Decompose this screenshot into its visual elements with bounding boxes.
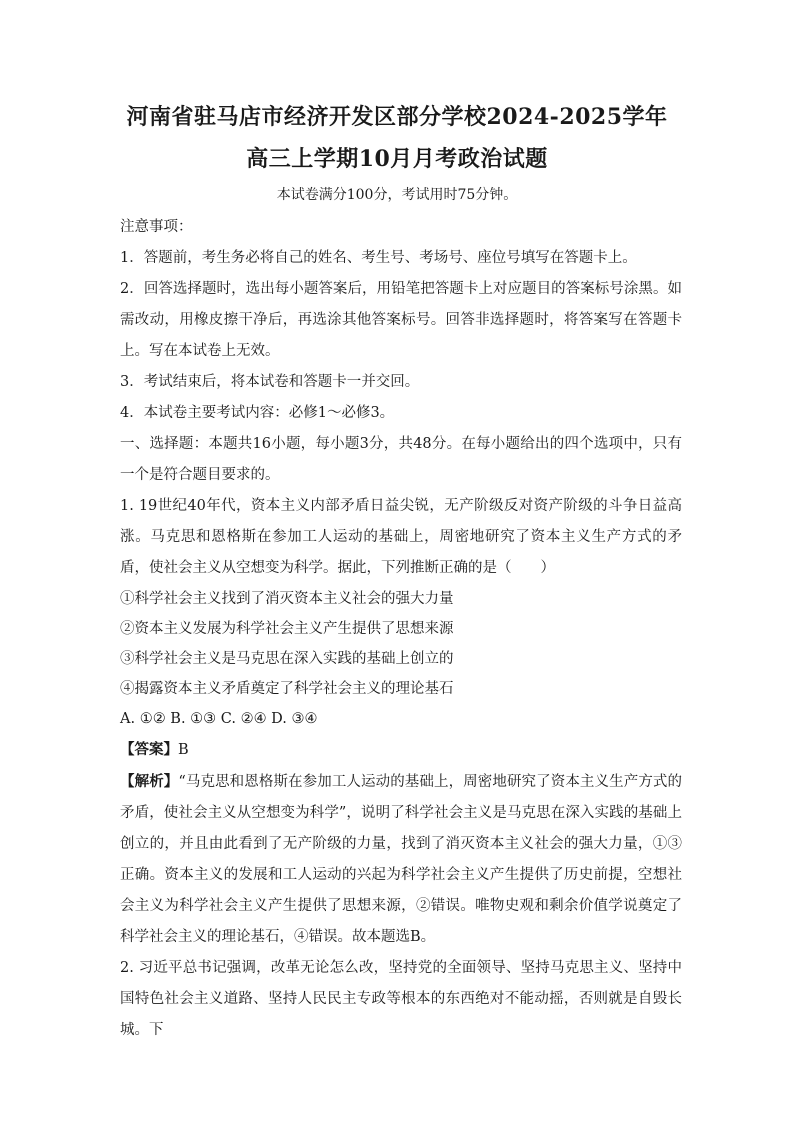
question-1-analysis	[120, 766, 682, 953]
answer-label: 【答案】	[120, 741, 178, 758]
analysis-text: “马克思和恩格斯在参加工人运动的基础上，周密地研究了资本主义生产方式的矛盾，使社会主义从空想变为科学”，说明了科学社会主义是马克思在深入实践的基础上创立的，并且由此看到了无产阶级的力量，找到了消灭资本主义社会的强大力量，①③正确。资本主义的发展和工人运动的兴起为科学社会主义产生提供了历史前提，空想社会主义为科学社会主义产生提供了思想来源，②错误。唯物史观和剩余价值学说奠定了科学社会主义的理论基石，④错误。故本题选B。	[120, 774, 683, 945]
exam-info: 本试卷满分100分，考试用时75分钟。	[276, 187, 518, 203]
document-title-line-1: 河南省驻马店市经济开发区部分学校2024-2025学年	[126, 104, 668, 130]
question-1-option-1: ①科学社会主义找到了消灭资本主义社会的强大力量	[120, 591, 454, 607]
answer-value: B	[178, 742, 189, 758]
note-4: 4．本试卷主要考试内容：必修1～必修3。	[120, 405, 395, 421]
question-1-choices: A. ①② B. ①③ C. ②④ D. ③④	[120, 711, 318, 727]
note-3: 3．考试结束后，将本试卷和答题卡一并交回。	[120, 374, 420, 390]
question-1-option-2: ②资本主义发展为科学社会主义产生提供了思想来源	[120, 621, 454, 637]
document-body	[120, 212, 682, 1046]
question-1-option-3: ③科学社会主义是马克思在深入实践的基础上创立的	[120, 651, 454, 667]
analysis-label: 【解析】	[120, 773, 179, 790]
question-1-stem: 1. 19世纪40年代，资本主义内部矛盾日益尖锐，无产阶级反对资产阶级的斗争日益高涨。马克思和恩格斯在参加工人运动的基础上，周密地研究了资本主义生产方式的矛盾，使社会主义从空想变为科学。据此，下列推断正确的是（ ）	[120, 498, 682, 576]
question-1-answer	[120, 734, 682, 766]
question-1-option-4: ④揭露资本主义矛盾奠定了科学社会主义的理论基石	[120, 681, 454, 697]
document-title-line-2: 高三上学期10月月考政治试题	[246, 146, 548, 172]
note-2: 2．回答选择题时，选出每小题答案后，用铅笔把答题卡上对应题目的答案标号涂黑。如需改动，用橡皮擦干净后，再选涂其他答案标号。回答非选择题时，将答案写在答题卡上。写在本试卷上无效。	[120, 281, 682, 359]
note-1: 1．答题前，考生务必将自己的姓名、考生号、考场号、座位号填写在答题卡上。	[120, 250, 637, 266]
notes-heading: 注意事项：	[120, 219, 193, 235]
section-1-instructions: 一、选择题：本题共16小题，每小题3分，共48分。在每小题给出的四个选项中，只有一个是符合题目要求的。	[120, 436, 682, 483]
question-2-stem: 2. 习近平总书记强调，改革无论怎么改，坚持党的全面领导、坚持马克思主义、坚持中国特色社会主义道路、坚持人民民主专政等根本的东西绝对不能动摇，否则就是自毁长城。下	[120, 960, 682, 1038]
